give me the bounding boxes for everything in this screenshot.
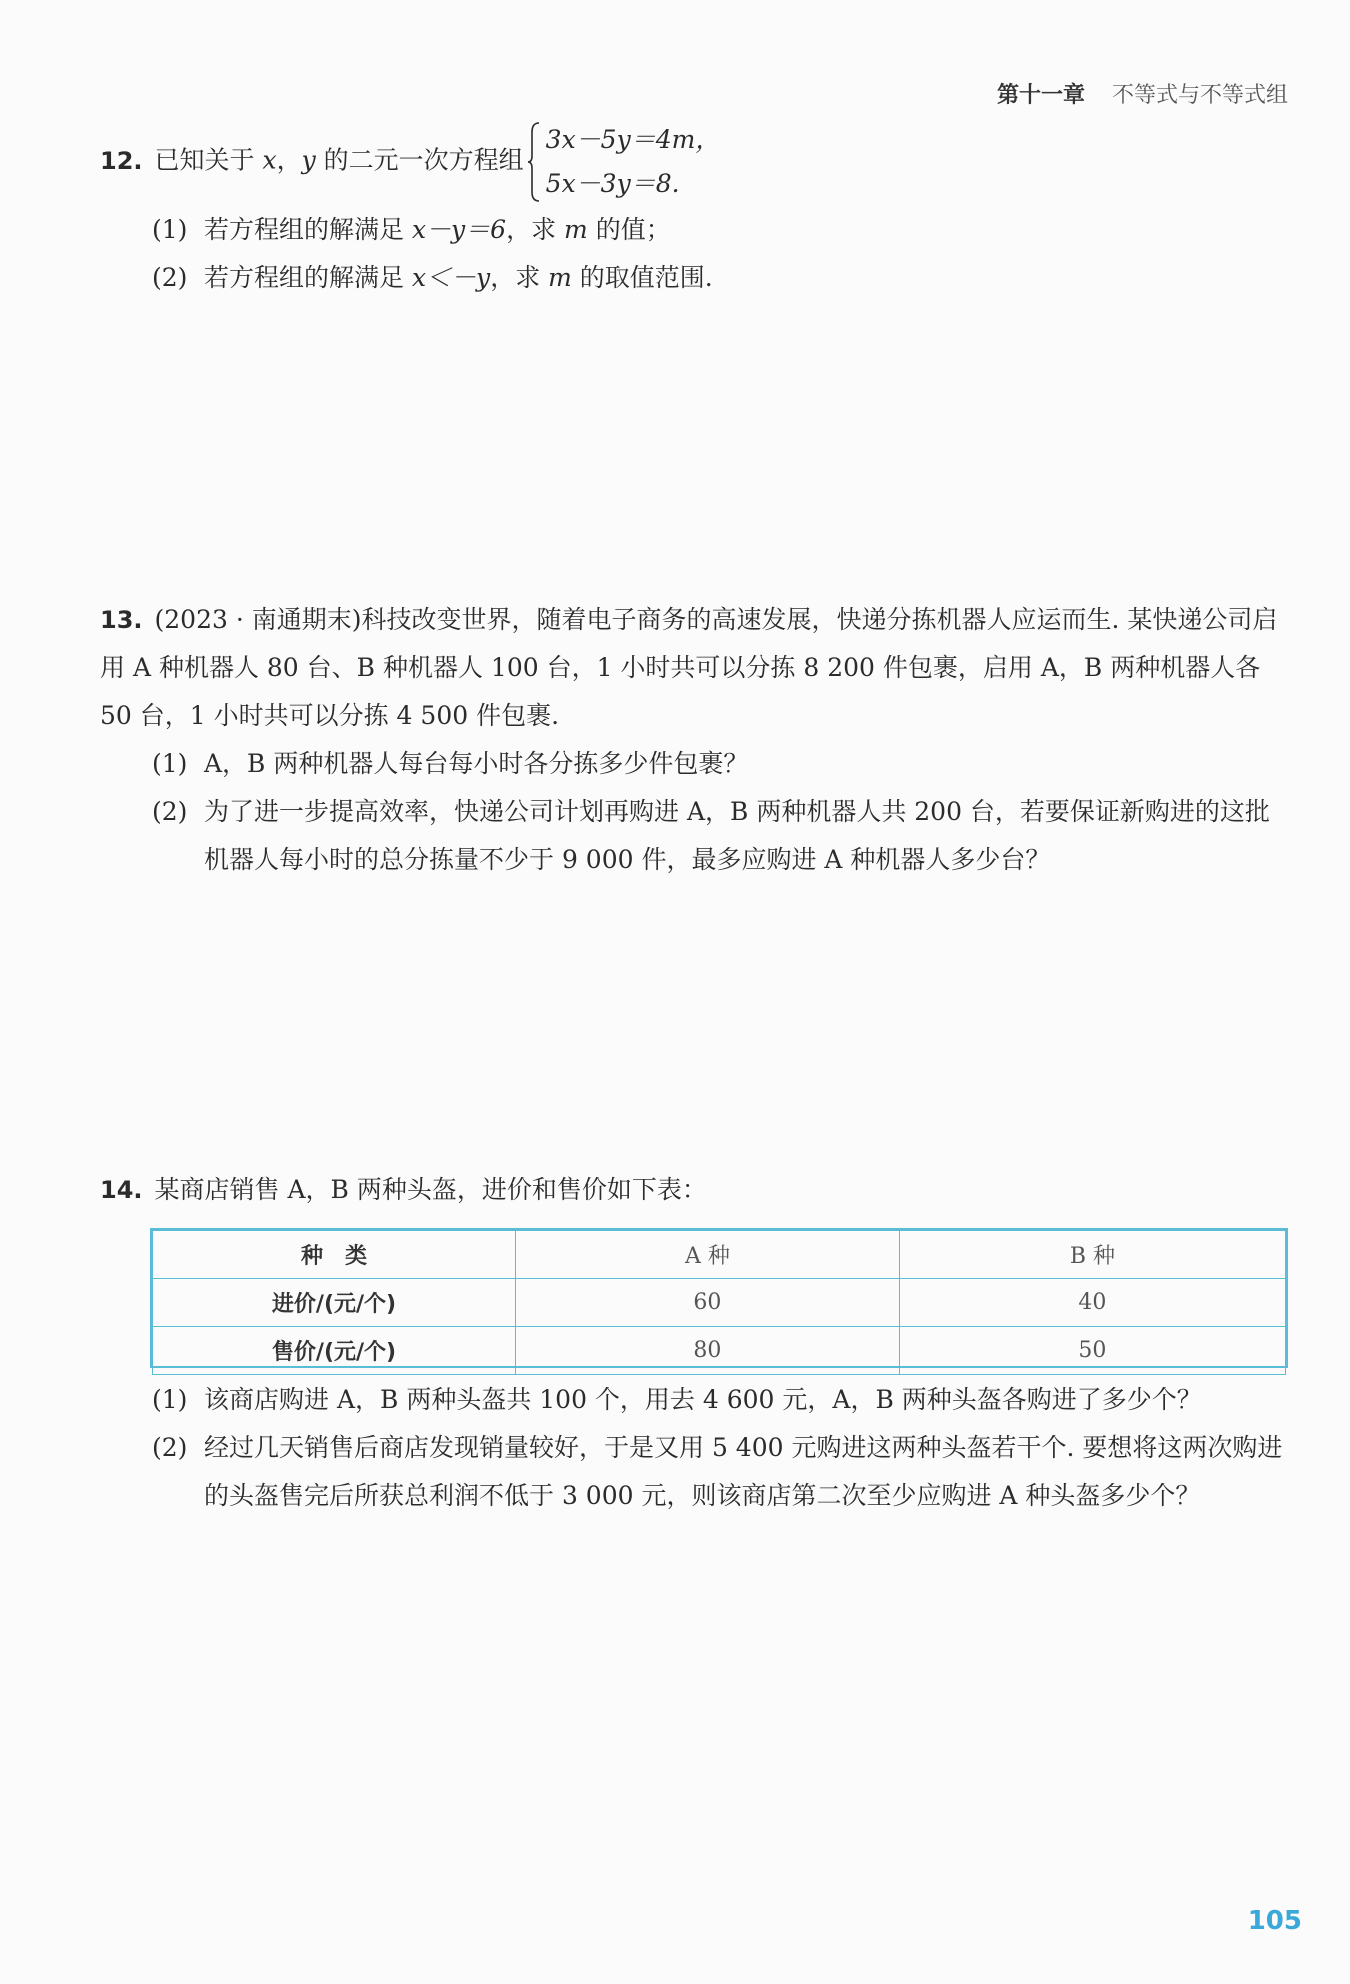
table-header-row <box>153 1231 1286 1279</box>
table-cell: 80 <box>516 1327 900 1375</box>
math-expr: x＜－y <box>411 263 491 292</box>
table-cell: 50 <box>899 1327 1285 1375</box>
math-expr: x－y＝6 <box>411 215 507 244</box>
table-row-label: 进价/(元/个) <box>153 1279 516 1327</box>
question-13-part-1 <box>152 740 1292 788</box>
stem-text: ， <box>276 145 302 175</box>
question-12-part-1 <box>152 206 1292 254</box>
equation-2: 5x－3y＝8. <box>545 169 680 198</box>
part-text: 若方程组的解满足 <box>204 215 412 244</box>
stem-text: 的二元一次方程组 <box>315 145 524 175</box>
chapter-label: 第十一章 <box>996 83 1085 108</box>
question-14-part-1 <box>152 1376 1292 1424</box>
page-number: 105 <box>1247 1906 1302 1936</box>
equation-1: 3x－5y＝4m， <box>545 125 721 154</box>
table-cell: 60 <box>516 1279 900 1327</box>
table-header-cell: A 种 <box>516 1231 900 1279</box>
brace-icon <box>528 122 540 202</box>
equation-system <box>528 118 721 206</box>
part-label: (2) <box>152 263 188 292</box>
part-text: 的值； <box>587 215 671 244</box>
part-label: (2) <box>152 1433 188 1462</box>
question-14-stem <box>100 1166 1292 1214</box>
chapter-topic: 不等式与不等式组 <box>1111 83 1288 108</box>
question-12 <box>100 118 1292 302</box>
part-text: 该商店购进 A，B 两种头盔共 100 个，用去 4 600 元，A，B 两种头盔各购进了多少个？ <box>204 1385 1202 1414</box>
question-14 <box>100 1166 1292 1214</box>
part-label: (1) <box>152 215 188 244</box>
math-var: x <box>262 145 277 175</box>
question-12-stem <box>100 118 1292 206</box>
stem-text: 已知关于 <box>154 145 263 175</box>
part-text: ，求 <box>506 215 565 244</box>
part-text: 的取值范围. <box>571 263 713 292</box>
math-var: m <box>548 263 572 292</box>
question-13 <box>100 596 1292 884</box>
price-table <box>150 1228 1288 1368</box>
stem-text: 某商店销售 A，B 两种头盔，进价和售价如下表： <box>154 1175 707 1204</box>
part-text: A，B 两种机器人每台每小时各分拣多少件包裹？ <box>204 749 749 778</box>
running-header <box>997 78 1288 109</box>
table-row-label: 售价/(元/个) <box>153 1327 516 1375</box>
price-table-grid <box>152 1230 1286 1375</box>
table-header-cell: 种 类 <box>153 1231 516 1279</box>
question-number: 12. <box>100 146 143 175</box>
part-label: (1) <box>152 749 188 778</box>
stem-text: (2023 · 南通期末)科技改变世界，随着电子商务的高速发展，快递分拣机器人应运而生. 某快递公司启用 A 种机器人 80 台、B 种机器人 100 台，1 小时共可以分拣 8 200 件包裹，启用 A，B 两种机器人各 50 台，1 小时共可以分拣 4 500 件包裹. <box>100 605 1278 730</box>
table-row <box>153 1327 1286 1375</box>
question-number: 14. <box>100 1176 143 1204</box>
part-text: ，求 <box>490 263 549 292</box>
table-cell: 40 <box>899 1279 1285 1327</box>
question-14-parts <box>100 1376 1292 1520</box>
math-var: m <box>564 215 588 244</box>
part-label: (1) <box>152 1385 188 1414</box>
question-14-part-2 <box>152 1424 1292 1520</box>
part-text: 经过几天销售后商店发现销量较好，于是又用 5 400 元购进这两种头盔若干个. 要想将这两次购进的头盔售完后所获总利润不低于 3 000 元，则该商店第二次至少应购进 A 种头盔多少个？ <box>204 1433 1283 1510</box>
part-label: (2) <box>152 797 188 826</box>
question-number: 13. <box>100 606 143 634</box>
question-13-stem <box>100 596 1292 740</box>
table-header-cell: B 种 <box>899 1231 1285 1279</box>
question-12-part-2 <box>152 254 1292 302</box>
math-var: y <box>301 145 316 175</box>
question-13-part-2 <box>152 788 1292 884</box>
part-text: 若方程组的解满足 <box>204 263 412 292</box>
part-text: 为了进一步提高效率，快递公司计划再购进 A，B 两种机器人共 200 台，若要保证新购进的这批机器人每小时的总分拣量不少于 9 000 件，最多应购进 A 种机器人多少台？ <box>204 797 1270 874</box>
table-row <box>153 1279 1286 1327</box>
